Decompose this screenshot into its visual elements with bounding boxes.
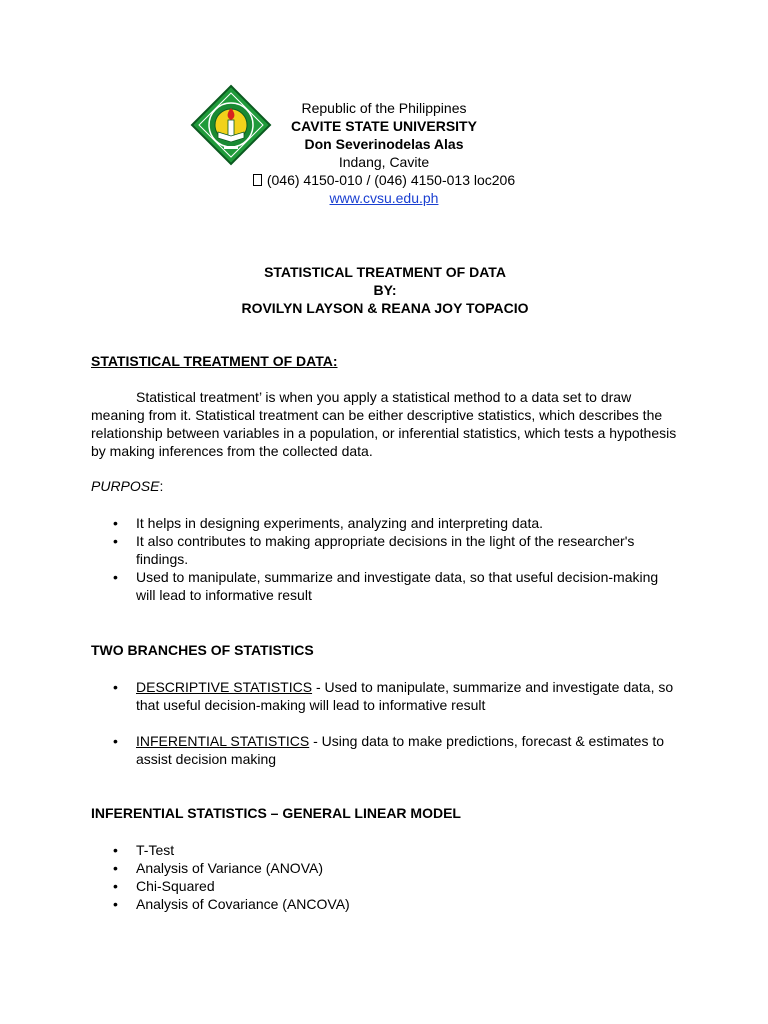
letterhead-phone: (046) 4150-010 / (046) 4150-013 loc206 <box>266 172 516 188</box>
title-authors: ROVILYN LAYSON & REANA JOY TOPACIO <box>241 300 529 316</box>
phone-icon <box>253 174 262 186</box>
branch-term: DESCRIPTIVE STATISTICS <box>136 679 313 695</box>
purpose-colon: : <box>159 478 164 494</box>
bullet-icon: • <box>113 533 118 549</box>
bullet-icon: • <box>113 569 118 585</box>
branch-term: INFERENTIAL STATISTICS <box>136 733 310 749</box>
letterhead-phone-line <box>230 171 538 189</box>
list-item <box>91 895 681 913</box>
branch-description: - Used to manipulate, summarize and investigate data, so that useful decision-making will lead to informative result <box>136 679 674 713</box>
bullet-icon: • <box>113 515 118 531</box>
bullet-icon: • <box>113 860 118 876</box>
list-item <box>91 678 681 714</box>
title-line-1: STATISTICAL TREATMENT OF DATA <box>264 264 506 280</box>
list-item <box>91 859 681 877</box>
website-link[interactable]: www.cvsu.edu.ph <box>329 190 439 206</box>
section-heading-two-branches: TWO BRANCHES OF STATISTICS <box>91 642 314 658</box>
test-item-text: T-Test <box>136 842 175 858</box>
tests-list <box>91 841 681 913</box>
letterhead <box>230 99 538 207</box>
purpose-label: PURPOSE <box>91 478 160 494</box>
list-item <box>91 841 681 859</box>
purpose-item-text: Used to manipulate, summarize and investigate data, so that useful decision-making will lead to informative result <box>136 569 659 603</box>
letterhead-university: CAVITE STATE UNIVERSITY <box>291 118 477 134</box>
letterhead-country: Republic of the Philippines <box>301 100 467 116</box>
list-item <box>91 568 681 604</box>
title-line-2: BY: <box>373 282 397 298</box>
test-item-text: Analysis of Variance (ANOVA) <box>136 860 323 876</box>
section-paragraph: Statistical treatment’ is when you apply a statistical method to a data set to draw meaning from it. Statistical treatment can be either descriptive statistics, which describes the relationship between variables in a population, or inferential statistics, which tests a hypothesis by making inferences from the collected data. <box>91 389 677 459</box>
branch-description: - Using data to make predictions, forecast & estimates to assist decision making <box>136 733 665 767</box>
letterhead-location: Indang, Cavite <box>338 154 430 170</box>
list-item <box>91 532 681 568</box>
bullet-icon: • <box>113 733 118 749</box>
test-item-text: Chi-Squared <box>136 878 215 894</box>
branches-list <box>91 678 681 786</box>
section-heading-statistical-treatment: STATISTICAL TREATMENT OF DATA: <box>91 353 338 369</box>
bullet-icon: • <box>113 842 118 858</box>
list-item <box>91 514 681 532</box>
list-item <box>91 877 681 895</box>
letterhead-campus: Don Severinodelas Alas <box>304 136 464 152</box>
purpose-item-text: It helps in designing experiments, analyzing and interpreting data. <box>136 515 544 531</box>
test-item-text: Analysis of Covariance (ANCOVA) <box>136 896 350 912</box>
purpose-item-text: It also contributes to making appropriate decisions in the light of the researcher's findings. <box>136 533 635 567</box>
bullet-icon: • <box>113 878 118 894</box>
section-heading-general-linear-model: INFERENTIAL STATISTICS – GENERAL LINEAR MODEL <box>91 805 461 821</box>
bullet-icon: • <box>113 679 118 695</box>
list-item <box>91 732 681 768</box>
purpose-label-line <box>91 477 163 495</box>
document-title <box>90 263 680 317</box>
purpose-list <box>91 514 681 604</box>
bullet-icon: • <box>113 896 118 912</box>
